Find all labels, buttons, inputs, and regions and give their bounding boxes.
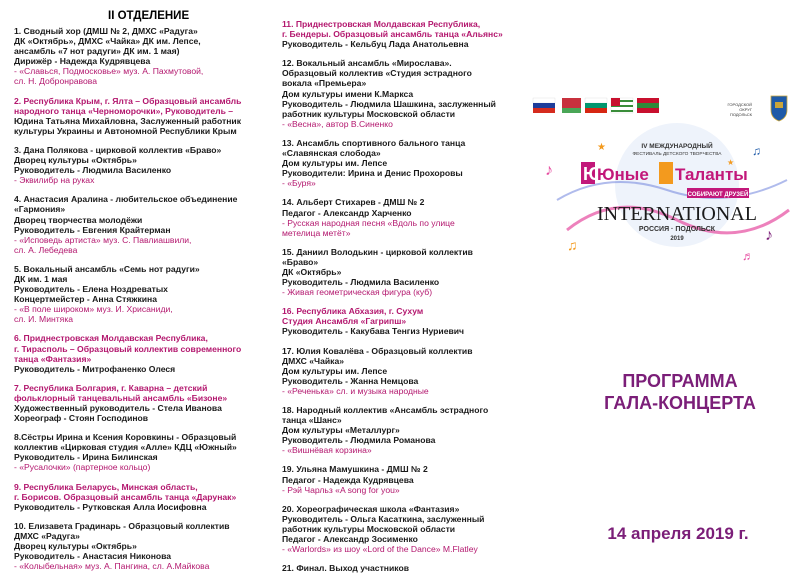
program-item [14,383,272,423]
program-line: ДК «Октябрь» [282,266,342,277]
program-line: вокала «Премьера» [282,78,367,89]
performance-title: - «В поле широком» муз. И. Хрисаниди, [14,304,173,315]
program-line: 18. Народный коллектив «Ансамбль эстрадного [282,405,489,415]
flag-transnistria-icon [637,98,659,113]
program-line: Дворец культуры «Октябрь» [14,155,137,166]
program-item [282,504,538,554]
svg-text:★: ★ [597,142,606,153]
flags-row [533,98,659,113]
program-line: Юдина Татьяна Михайловна, Заслуженный работник [14,115,242,126]
program-line: Руководитель - Анастасия Никонова [14,551,172,562]
program-line: Художественный руководитель - Стела Иванова [14,403,222,413]
program-item [282,247,538,297]
flag-belarus-icon [559,98,581,113]
program-item [14,96,272,136]
logo-tagline: СОБИРАЮТ ДРУЗЕЙ [687,192,749,198]
participant-highlight: 9. Республика Беларусь, Минская область, [14,481,198,492]
performance-title: - «Весна», автор В.Синенко [282,118,393,129]
program-line: Педагог - Надежда Кудрявцева [282,474,414,485]
festival-line-1: IV МЕЖДУНАРОДНЫЙ [641,143,713,150]
logo-international: INTERNATIONAL [597,203,757,225]
participant-highlight: г. Бендеры. Образцовый ансамбль танца «Альянс» [282,29,503,40]
performance-title: - «Исповедь артиста» муз. С. Павлиашвили, [14,234,192,245]
performance-title: - «Русалочки» (партерное кольцо) [14,462,151,473]
program-item [282,464,538,494]
program-line: Руководитель - Людмила Романова [282,435,436,446]
program-line: Руководитель - Жанна Немцова [282,375,419,386]
participant-highlight: Студия Ансамбля «Гагрипш» [282,316,407,327]
logo-year: 2019 [670,236,684,242]
participant-highlight: фольклорный танцевальный ансамбль «Бизоне» [14,392,228,403]
program-item [14,194,272,255]
city-label-1: ГОРОДСКОЙ [727,102,752,107]
program-line: культуры Украины и Автономной Республики Крым [14,125,237,136]
program-line: Руководитель - Евгения Крайтерман [14,224,171,235]
concert-date: 14 апреля 2019 г. [607,524,749,543]
program-item [282,19,538,49]
program-line: «Славянская слобода» [282,148,381,159]
performance-title: - Живая геометрическая фигура (куб) [282,287,433,298]
svg-text:♫: ♫ [567,237,578,253]
program-item [14,264,272,325]
participant-highlight: 16. Республика Абхазия, г. Сухум [282,306,424,317]
festival-line-2: ФЕСТИВАЛЬ ДЕТСКОГО ТВОРЧЕСТВА [632,152,722,157]
program-line: работник культуры Московской области [282,523,456,534]
flag-bulgaria-icon [585,98,607,113]
program-item [282,58,538,129]
program-line: Руководитель - Рутковская Алла Иосифовна [14,501,207,512]
program-line: Руководитель - Людмила Василенко [282,277,440,288]
participant-highlight: танца «Фантазия» [14,353,92,364]
city-label-2: ОКРУГ [739,107,752,112]
svg-text:♪: ♪ [765,227,773,244]
flag-russia-icon [533,98,555,113]
program-line: 5. Вокальный ансамбль «Семь нот радуги» [14,263,200,274]
program-item [282,197,538,237]
program-title-line-2: ГАЛА-КОНЦЕРТА [604,393,756,413]
program-line: 10. Елизавета Градинарь - Образцовый коллектив [14,520,230,531]
festival-logo [527,90,805,290]
svg-text:★: ★ [727,158,735,167]
participant-highlight: народного танца «Черноморочки», Руководитель – [14,105,234,116]
logo-word-1: Юные [597,165,649,184]
participant-highlight: 2. Республика Крым, г. Ялта – Образцовый ансамбль [14,95,242,106]
program-list-left [14,26,272,571]
program-item [14,26,272,87]
program-line: «Браво» [282,256,319,267]
svg-text:♪: ♪ [545,162,553,179]
program-line: 13. Ансамбль спортивного бального танца [282,137,466,148]
program-line: Педагог - Александр Харченко [282,207,412,218]
program-line: 17. Юлия Ковалёва - Образцовый коллектив [282,345,473,356]
program-line: Дом культуры им. Лепсе [282,158,388,169]
program-line: Руководитель - Ольга Касаткина, заслуженный [282,513,485,524]
program-line: ДК им. 1 мая [14,273,68,284]
program-line: 21. Финал. Выход участников [282,563,409,574]
logo-place: РОССИЯ · ПОДОЛЬСК [638,226,716,233]
program-item [282,138,538,188]
program-item [14,333,272,373]
program-line: Образцовый коллектив «Студия эстрадного [282,68,472,79]
logo-word-2: Таланты [675,165,748,184]
program-line: Руководитель - Людмила Шашкина, заслуженный [282,98,496,109]
participant-highlight: г. Борисов. Образцовый ансамбль танца «Дарунак» [14,491,237,502]
program-line: Руководитель - Митрофаненко Олеся [14,363,176,374]
performance-title: - Эквилибр на руках [14,175,95,186]
performance-title: - Рэй Чарльз «A song for you» [282,484,400,495]
section-title: II ОТДЕЛЕНИЕ [108,10,190,22]
program-line: коллектив «Цирковая студия «Алле» КДЦ «Южный» [14,442,237,453]
program-line: работник культуры Московской области [282,108,456,119]
performance-title: метелица метёт» [282,227,351,238]
performance-title: сл. И. Минтяка [14,314,74,325]
svg-text:♬: ♬ [742,249,754,263]
program-list-right [282,19,538,573]
program-item [282,306,538,336]
program-line: танца «Шанс» [282,415,342,426]
program-title-line-1: ПРОГРАММА [622,371,738,391]
program-line: Дом культуры им. Лепсе [282,365,388,376]
performance-title: - Русская народная песня «Вдоль по улице [282,217,455,228]
program-line: Руководители: Ирина и Денис Прохоровы [282,168,463,179]
program-line: ДК «Октябрь», ДМХС «Чайка» ДК им. Лепсе, [14,36,201,47]
program-item [14,482,272,512]
program-line: 8.Сёстры Ирина и Ксения Коровкины - Образцовый [14,432,237,443]
program-item [14,521,272,571]
program-line: Дворец культуры «Октябрь» [14,541,137,552]
program-line: 20. Хореографическая школа «Фантазия» [282,503,460,514]
program-line: ансамбль «7 нот радуги» ДК им. 1 мая) [14,46,180,57]
program-line: 1. Сводный хор (ДМШ № 2, ДМХС «Радуга» [14,26,198,36]
program-line: Руководитель - Людмила Василенко [14,165,172,176]
program-line: Руководитель - Какубава Тенгиз Нуриевич [282,326,465,337]
program-line: Руководитель - Елена Ноздреватых [14,284,168,295]
program-line: Дом культуры «Металлург» [282,425,400,436]
program-line: 4. Анастасия Аралина - любительское объединение [14,194,238,205]
participant-highlight: г. Тирасполь – Образцовый коллектив современного [14,343,242,354]
program-line: Педагог - Александр Зосименко [282,534,418,545]
performance-title: - «Колыбельная» муз. А. Пангина, сл. А.Майкова [14,561,210,572]
participant-highlight: 7. Республика Болгария, г. Каварна – детский [14,382,208,393]
program-line: Дирижёр - Надежда Кудрявцева [14,56,151,67]
performance-title: - «Warlords» из шоу «Lord of the Dance» M.Flatley [282,544,478,555]
program-column-left [14,0,272,580]
podolsk-coat-of-arms-icon [771,96,787,121]
city-label-3: ПОДОЛЬСК [729,112,752,117]
program-line: Руководитель - Ирина Билинская [14,452,158,463]
program-line: Руководитель - Кельбуц Лада Анатольевна [282,39,469,50]
program-line: 15. Даниил Володькин - цирковой коллектив [282,246,473,257]
participant-highlight: 6. Приднестровская Молдавская Республика, [14,333,208,344]
program-line: Дворец творчества молодёжи [14,214,143,225]
program-line: ДМХС «Радуга» [14,530,80,541]
program-item [282,563,538,573]
program-line: 3. Дана Полякова - цирковой коллектив «Браво» [14,144,222,155]
program-column-right [282,0,538,582]
program-line: Концертмейстер - Анна Стяжкина [14,294,157,305]
performance-title: сл. Н. Добронравова [14,76,98,87]
program-line: 19. Ульяна Мамушкина - ДМШ № 2 [282,464,428,475]
program-item [282,405,538,455]
program-line: «Гармония» [14,204,66,215]
performance-title: - «Вишнёвая корзина» [282,445,372,456]
svg-text:♫: ♫ [752,144,761,158]
performance-title: - «Славься, Подмосковье» муз. А. Пахмутовой, [14,66,204,77]
performance-title: - «Реченька» сл. и музыка народные [282,385,429,396]
program-line: Дом культуры имени К.Маркса [282,88,414,99]
program-line: 12. Вокальный ансамбль «Мирослава». [282,58,452,69]
svg-text:Ю: Ю [583,164,602,184]
program-item [282,346,538,396]
program-item [14,432,272,472]
flag-abkhazia-icon [611,98,633,113]
program-item [14,145,272,185]
performance-title: - «Буря» [282,178,316,189]
program-line: Хореограф - Стоян Господинов [14,413,149,424]
program-line: ДМХС «Чайка» [282,355,345,366]
participant-highlight: 11. Приднестровская Молдавская Республика, [282,19,481,29]
program-line: 14. Альберт Стихарев - ДМШ № 2 [282,197,425,208]
program-title [560,370,800,414]
performance-title: сл. А. Лебедева [14,244,78,255]
